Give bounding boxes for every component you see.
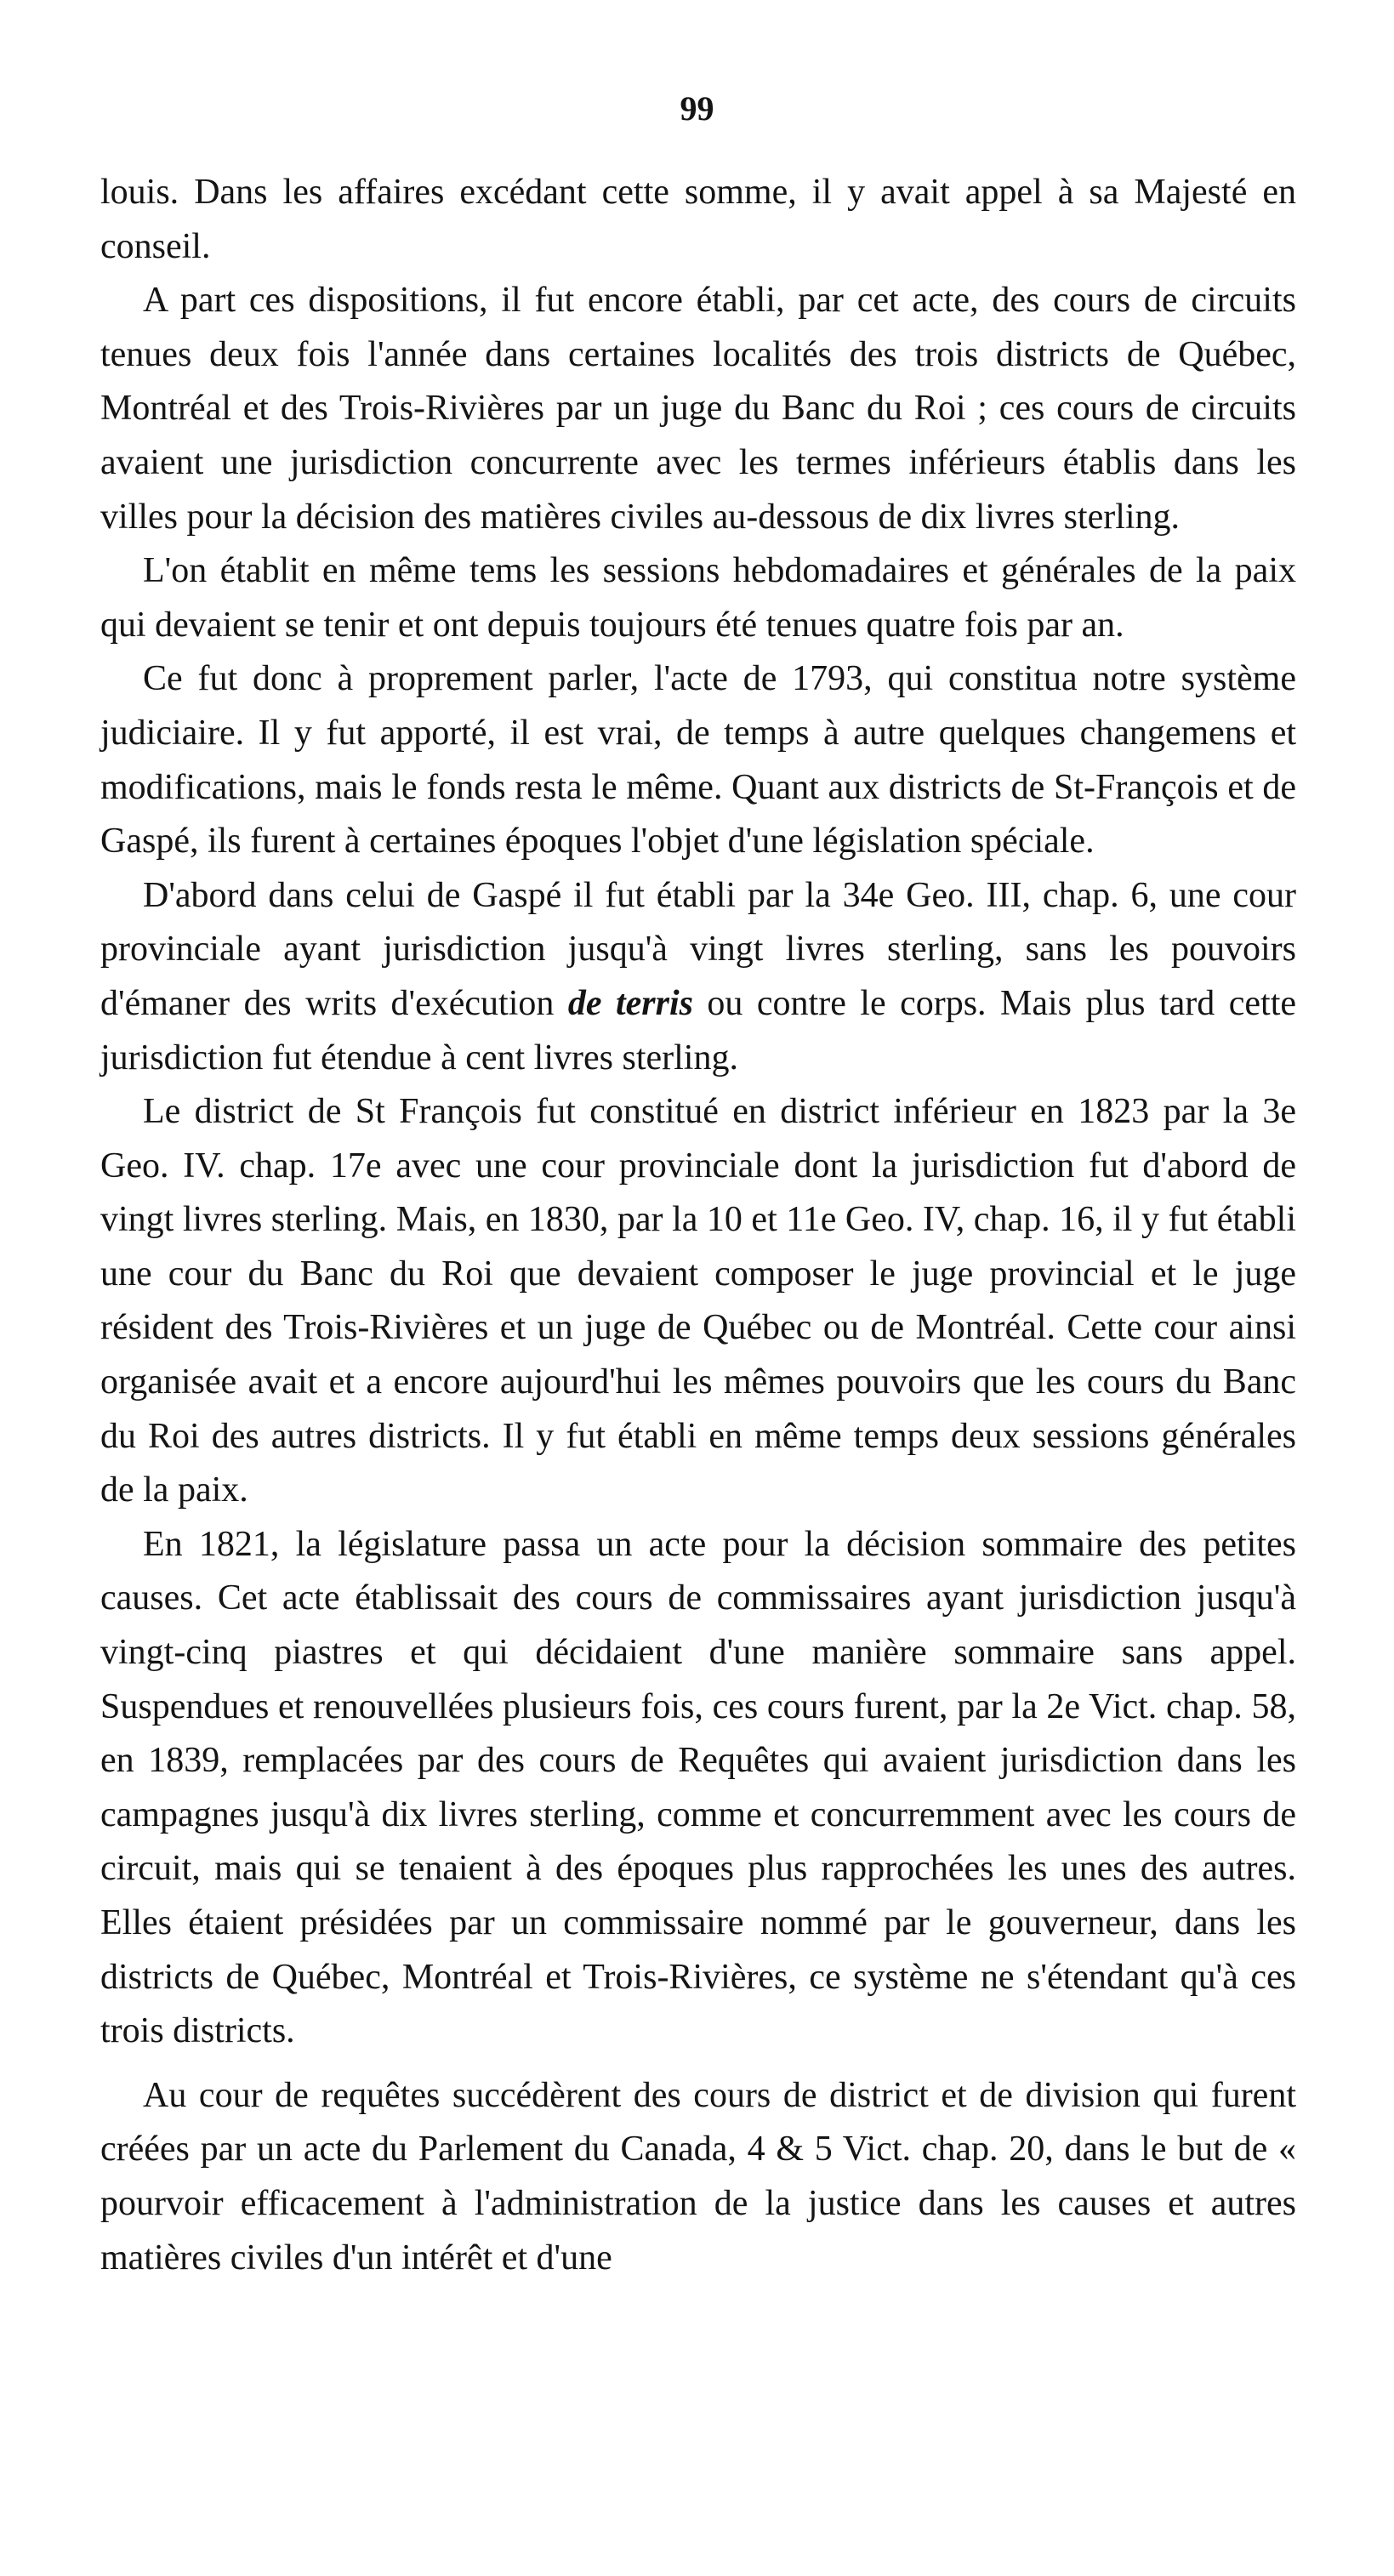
page-number: 99	[680, 89, 714, 128]
paragraph-judicial-system: Ce fut donc à proprement parler, l'acte de 1793, qui constitua notre système judiciaire. Il y fut apporté, il est vrai, de temps à autre quelques changemens et modifications, mais le fonds resta le même. Quant aux districts de St-François et de Gaspé, ils furent à certaines époques l'objet d'une législation spéciale.	[100, 659, 1296, 862]
paragraph-continued: louis. Dans les affaires excédant cette somme, il y avait appel à sa Majesté en conseil.	[100, 173, 1296, 266]
paragraph-gaspe	[100, 869, 1296, 1085]
paragraph-gaspe-italic-term: de terris	[567, 983, 693, 1023]
paragraph-circuit-courts: A part ces dispositions, il fut encore établi, par cet acte, des cours de circuits tenues deux fois l'année dans certaines localités des trois districts de Québec, Montréal et des Trois-Rivières par un juge du Banc du Roi ; ces cours de circuits avaient une jurisdiction concurrente avec les termes inférieurs établis dans les villes pour la décision des matières civiles au-dessous de dix livres sterling.	[100, 281, 1296, 537]
paragraph-gaspe-text-before: D'abord dans celui de Gaspé il fut établi par la 34e Geo. III, chap. 6, une cour provinciale ayant jurisdiction jusqu'à vingt livres sterling, sans les pouvoirs d'émaner des writs d'exécution	[100, 875, 1296, 1023]
paragraph-gaspe-text-after: ou contre le corps. Mais plus tard cette jurisdiction fut étendue à cent livres sterling.	[100, 983, 1297, 1078]
body-text	[100, 166, 1296, 2285]
paragraph-st-francois: Le district de St François fut constitué en district inférieur en 1823 par la 3e Geo. IV. chap. 17e avec une cour provinciale dont la jurisdiction fut d'abord de vingt livres sterling. Mais, en 1830, par la 10 et 11e Geo. IV, chap. 16, il y fut établi une cour du Banc du Roi que devaient composer le juge provincial et le juge résident des Trois-Rivières et un juge de Québec ou de Montréal. Cette cour ainsi organisée avait et a encore aujourd'hui les mêmes pouvoirs que les cours du Banc du Roi des autres districts. Il y fut établi en même temps deux sessions générales de la paix.	[100, 1092, 1296, 1510]
paragraph-small-causes: En 1821, la législature passa un acte pour la décision sommaire des petites causes. Cet acte établissait des cours de commissaires ayant jurisdiction jusqu'à vingt-cinq piastres et qui décidaient d'une manière sommaire sans appel. Suspendues et renouvellées plusieurs fois, ces cours furent, par la 2e Vict. chap. 58, en 1839, remplacées par des cours de Requêtes qui avaient jurisdiction dans les campagnes jusqu'à dix livres sterling, comme et concurremment avec les cours de circuit, mais qui se tenaient à des époques plus rapprochées les unes des autres. Elles étaient présidées par un commissaire nommé par le gouverneur, dans les districts de Québec, Montréal et Trois-Rivières, ce système ne s'étendant qu'à ces trois districts.	[100, 1524, 1296, 2051]
paragraph-peace-sessions: L'on établit en même tems les sessions hebdomadaires et générales de la paix qui devaient se tenir et ont depuis toujours été tenues quatre fois par an.	[100, 551, 1296, 645]
paragraph-district-courts: Au cour de requêtes succédèrent des cours de district et de division qui furent créées par un acte du Parlement du Canada, 4 & 5 Vict. chap. 20, dans le but de « pourvoir efficacement à l'administration de la justice dans les causes et autres matières civiles d'un intérêt et d'une	[100, 2075, 1296, 2277]
